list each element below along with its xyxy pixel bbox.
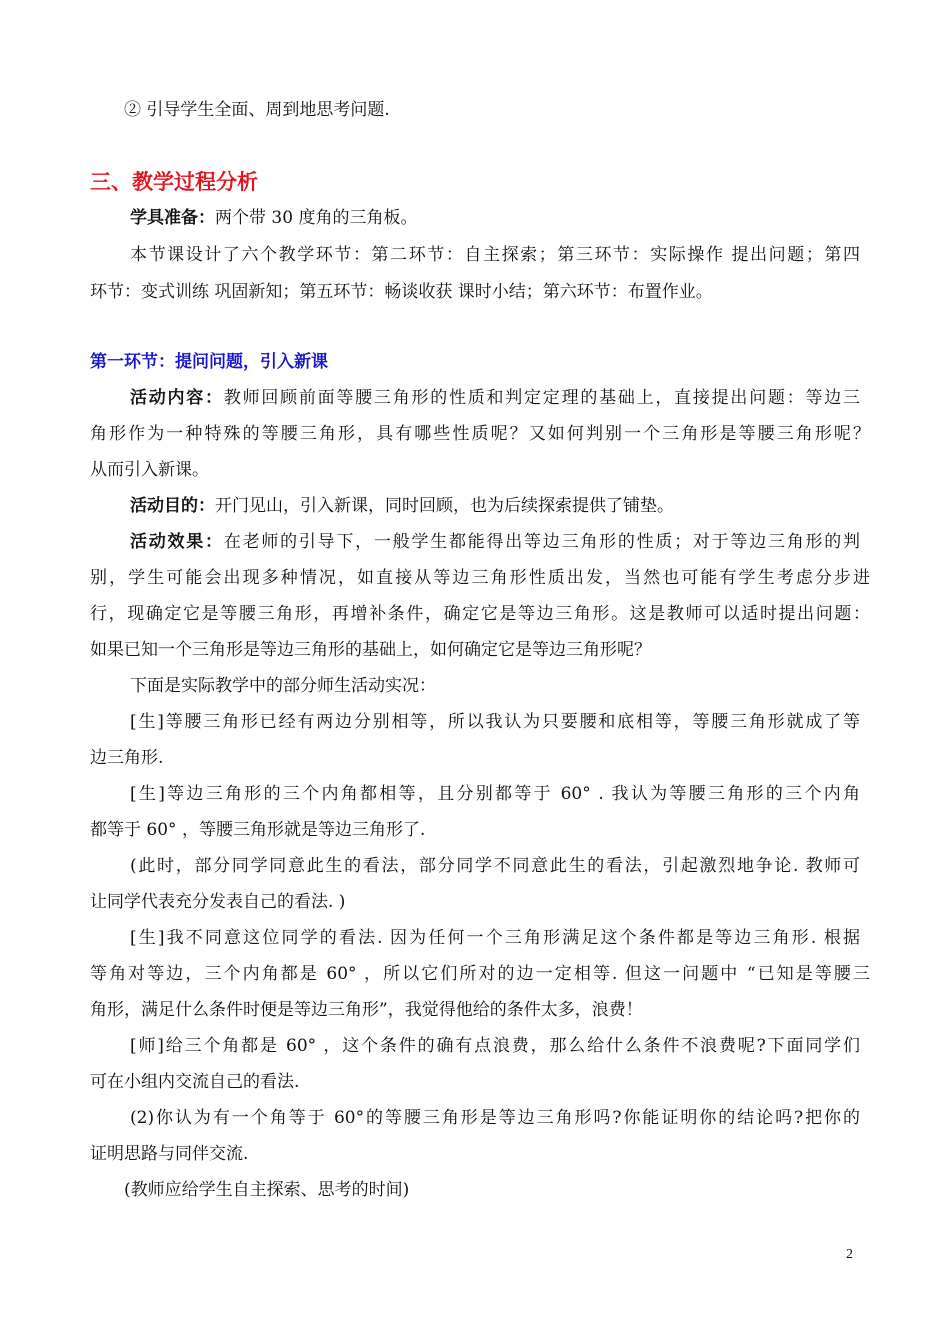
- dialogue-line: [生]等边三角形的三个内角都相等，且分别都等于 60° . 我认为等腰三角形的三个内角: [130, 784, 860, 804]
- dialogue-line: 角形，满足什么条件时便是等边三角形”，我觉得他给的条件太多，浪费！: [90, 1000, 643, 1020]
- inline-label: 活动内容：: [130, 388, 224, 408]
- dialogue-line: 边三角形.: [90, 748, 164, 768]
- paragraph-line: 如果已知一个三角形是等边三角形的基础上，如何确定它是等边三角形呢？: [90, 640, 651, 660]
- inline-text: 两个带 30 度角的三角板。: [215, 208, 418, 228]
- paragraph-line: [130, 530, 860, 554]
- dialogue-line: 可在小组内交流自己的看法.: [90, 1072, 300, 1092]
- paragraph-line: 别，学生可能会出现多种情况，如直接从等边三角形性质出发，当然也可能有学生考虑分步进: [90, 568, 870, 588]
- dialogue-line: 等角对等边，三个内角都是 60° ，所以它们所对的边一定相等. 但这一问题中 “已知是等腰三: [90, 964, 870, 984]
- paragraph-line: 行，现确定它是等腰三角形，再增补条件，确定它是等边三角形。这是教师可以适时提出问题：: [90, 604, 870, 624]
- inline-label: 活动目的：: [130, 496, 215, 516]
- subsection-heading: 第一环节：提问问题，引入新课: [90, 352, 328, 372]
- paragraph-line: 角形作为一种特殊的等腰三角形，具有哪些性质呢？又如何判别一个三角形是等腰三角形呢？: [90, 424, 870, 444]
- page-number: 2: [846, 1247, 853, 1262]
- paragraph-line: 证明思路与同伴交流.: [90, 1144, 249, 1164]
- paragraph-line: ② 引导学生全面、周到地思考问题.: [124, 100, 390, 120]
- dialogue-line: [师]给三个角都是 60° ，这个条件的确有点浪费，那么给什么条件不浪费呢?下面同学们: [130, 1036, 860, 1056]
- paragraph-line: [130, 206, 910, 230]
- dialogue-line: [生]我不同意这位同学的看法. 因为任何一个三角形满足这个条件都是等边三角形. 根据: [130, 928, 860, 948]
- dialogue-line: 让同学代表充分发表自己的看法. ): [90, 892, 346, 912]
- dialogue-line: 都等于 60° ，等腰三角形就是等边三角形了.: [90, 820, 426, 840]
- paragraph-line: (2)你认为有一个角等于 60°的等腰三角形是等边三角形吗?你能证明你的结论吗?把你的: [130, 1108, 860, 1128]
- dialogue-line: [生]等腰三角形已经有两边分别相等，所以我认为只要腰和底相等，等腰三角形就成了等: [130, 712, 860, 732]
- paragraph-line: (教师应给学生自主探索、思考的时间): [124, 1180, 410, 1200]
- dialogue-line: (此时，部分同学同意此生的看法，部分同学不同意此生的看法，引起激烈地争论. 教师可: [130, 856, 860, 876]
- section-heading: 三、教学过程分析: [90, 170, 258, 194]
- inline-text: 在老师的引导下，一般学生都能得出等边三角形的性质；对于等边三角形的判: [223, 532, 861, 552]
- paragraph-line: 从而引入新课。: [90, 460, 209, 480]
- inline-label: 活动效果：: [130, 532, 224, 552]
- paragraph-line: 下面是实际教学中的部分师生活动实况：: [130, 676, 436, 696]
- paragraph-line: 本节课设计了六个教学环节：第二环节：自主探索；第三环节：实际操作 提出问题；第四: [130, 245, 860, 265]
- paragraph-line: [130, 386, 860, 410]
- inline-label: 学具准备：: [130, 208, 215, 228]
- paragraph-line: 环节：变式训练 巩固新知；第五环节：畅谈收获 课时小结；第六环节：布置作业。: [90, 282, 713, 302]
- paragraph-line: [130, 494, 910, 518]
- inline-text: 开门见山，引入新课，同时回顾，也为后续探索提供了铺垫。: [215, 496, 674, 516]
- inline-text: 教师回顾前面等腰三角形的性质和判定定理的基础上，直接提出问题：等边三: [223, 388, 861, 408]
